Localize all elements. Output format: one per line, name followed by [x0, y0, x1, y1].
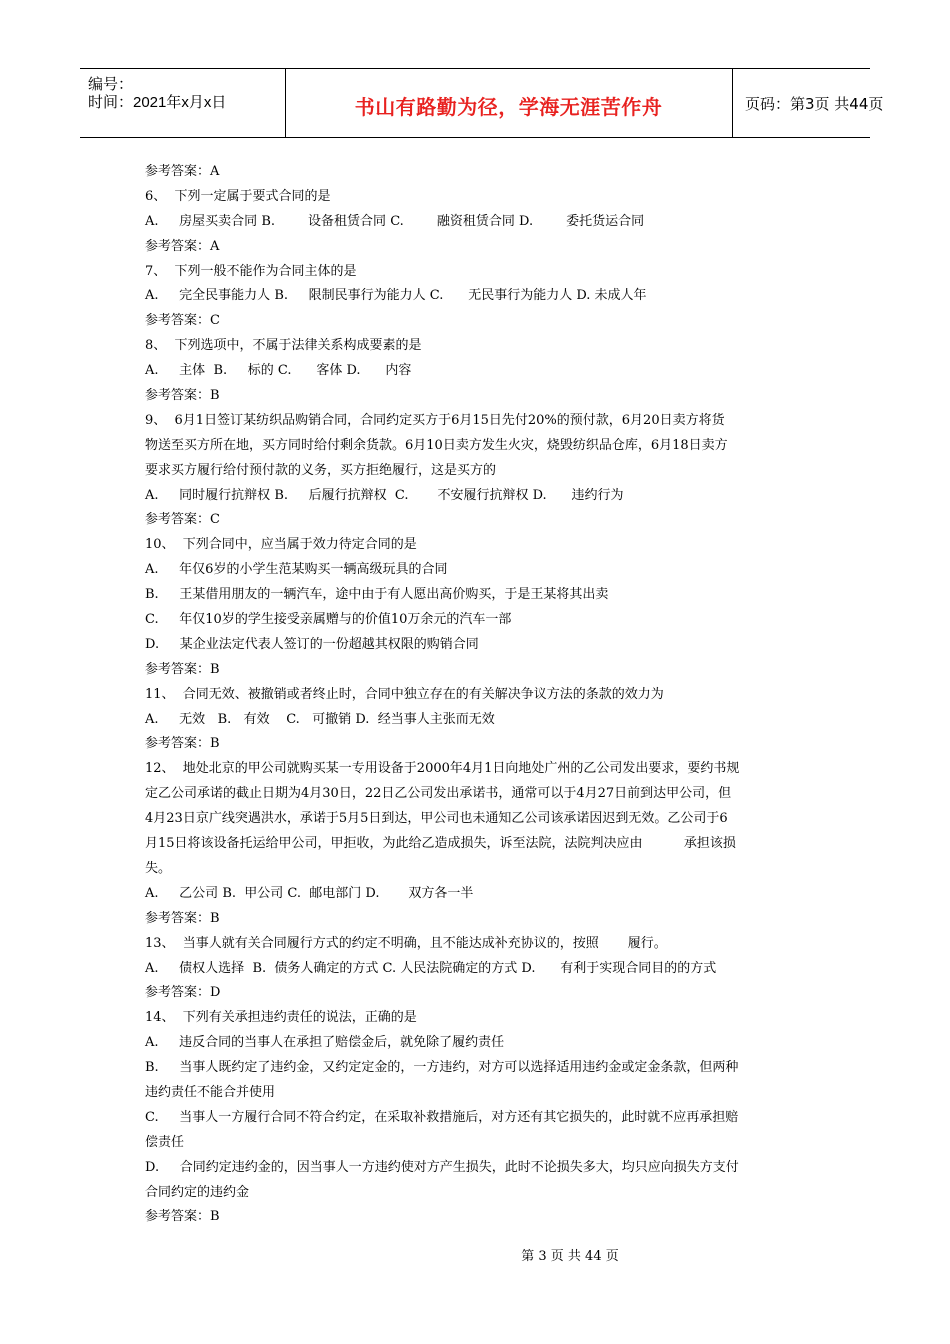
text-line: D. 某企业法定代表人签订的一份超越其权限的购销合同: [145, 636, 479, 652]
text-line: 11、 合同无效、被撤销或者终止时，合同中独立存在的有关解决争议方法的条款的效力为: [145, 686, 664, 702]
text-line: 10、 下列合同中，应当属于效力待定合同的是: [145, 537, 417, 553]
text-line: 参考答案：B: [145, 910, 220, 926]
header-motto-cell: [285, 69, 733, 137]
text-line: 要求买方履行给付预付款的义务，买方拒绝履行，这是买方的: [145, 462, 497, 478]
text-line: D. 合同约定违约金的，因当事人一方违约使对方产生损失，此时不论损失多大，均只应向损失方支付: [145, 1159, 739, 1175]
text-line: A. 房屋买卖合同 B. 设备租赁合同 C. 融资租赁合同 D. 委托货运合同: [145, 213, 645, 229]
text-line: A. 同时履行抗辩权 B. 后履行抗辩权 C. 不安履行抗辩权 D. 违约行为: [145, 487, 624, 503]
text-line: B. 当事人既约定了违约金，又约定定金的，一方违约，对方可以选择适用违约金或定金条款，但两种: [145, 1060, 739, 1076]
text-line: C. 年仅10岁的学生接受亲属赠与的价值10万余元的汽车一部: [145, 612, 512, 628]
text-line: C. 当事人一方履行合同不符合约定，在采取补救措施后，对方还有其它损失的，此时就不应再承担赔: [145, 1109, 739, 1125]
text-line: 参考答案：B: [145, 661, 220, 677]
text-line: 9、 6月1日签订某纺织品购销合同，合同约定买方于6月15日先付20%的预付款，6月20日卖方将货: [145, 412, 725, 428]
header-meta-cell: [80, 69, 286, 137]
text-line: 4月23日京广线突遇洪水，承诺于5月5日到达，甲公司也未通知乙公司该承诺因迟到无效。乙公司于6: [145, 811, 728, 827]
text-line: 参考答案：A: [145, 238, 220, 254]
text-line: 6、 下列一定属于要式合同的是: [145, 188, 331, 204]
text-line: 违约责任不能合并使用: [145, 1084, 276, 1100]
text-line: 参考答案：C: [145, 313, 220, 329]
text-line: 7、 下列一般不能作为合同主体的是: [145, 263, 357, 279]
text-line: A. 债权人选择 B. 债务人确定的方式 C. 人民法院确定的方式 D. 有利于实现合同目的的方式: [145, 960, 717, 976]
time-label: 时间：2021年x月x日: [88, 94, 227, 111]
page-footer: 第 3 页 共 44 页: [521, 1249, 619, 1264]
text-line: 定乙公司承诺的截止日期为4月30日，22日乙公司发出承诺书，通常可以于4月27日前到达甲公司，但: [145, 786, 732, 802]
header-page-info: 页码：第3页 共44页: [745, 95, 884, 113]
text-line: 14、 下列有关承担违约责任的说法，正确的是: [145, 1010, 417, 1026]
text-line: 参考答案：B: [145, 388, 220, 404]
text-line: 月15日将该设备托运给甲公司，甲拒收，为此给乙造成损失，诉至法院，法院判决应由 承担该损: [145, 836, 736, 852]
text-line: 13、 当事人就有关合同履行方式的约定不明确，且不能达成补充协议的，按照 履行。: [145, 935, 667, 951]
text-line: 参考答案：B: [145, 736, 220, 752]
page-header: [80, 68, 884, 138]
text-line: 偿责任: [145, 1134, 185, 1150]
text-line: 合同约定的违约金: [145, 1184, 250, 1200]
text-line: B. 王某借用朋友的一辆汽车，途中由于有人愿出高价购买，于是王某将其出卖: [145, 587, 609, 603]
text-line: A. 年仅6岁的小学生范某购买一辆高级玩具的合同: [145, 562, 448, 578]
text-line: 参考答案：D: [145, 985, 221, 1001]
text-line: A. 乙公司 B. 甲公司 C. 邮电部门 D. 双方各一半: [145, 885, 474, 901]
text-line: A. 完全民事能力人 B. 限制民事行为能力人 C. 无民事行为能力人 D. 未成人年: [145, 288, 647, 304]
header-page-cell: [733, 69, 884, 137]
text-line: A. 主体 B. 标的 C. 客体 D. 内容: [145, 363, 412, 379]
text-line: 12、 地处北京的甲公司就购买某一专用设备于2000年4月1日向地处广州的乙公司发出要求，要约书规: [145, 761, 740, 777]
header-motto: 书山有路勤为径，学海无涯苦作舟: [354, 95, 663, 119]
text-line: A. 违反合同的当事人在承担了赔偿金后，就免除了履约责任: [145, 1035, 505, 1051]
document-body: [145, 160, 815, 1230]
text-line: A. 无效 B. 有效 C. 可撤销 D. 经当事人主张而无效: [145, 711, 495, 727]
number-label: 编号：: [88, 76, 134, 93]
text-line: 参考答案：A: [145, 164, 220, 179]
text-line: 参考答案：B: [145, 1209, 220, 1225]
text-line: 失。: [145, 860, 172, 876]
text-line: 8、 下列选项中，不属于法律关系构成要素的是: [145, 338, 422, 354]
text-line: 参考答案：C: [145, 512, 220, 528]
text-line: 物送至买方所在地，买方同时给付剩余货款。6月10日卖方发生火灾，烧毁纺织品仓库，6月18日卖方: [145, 437, 728, 453]
